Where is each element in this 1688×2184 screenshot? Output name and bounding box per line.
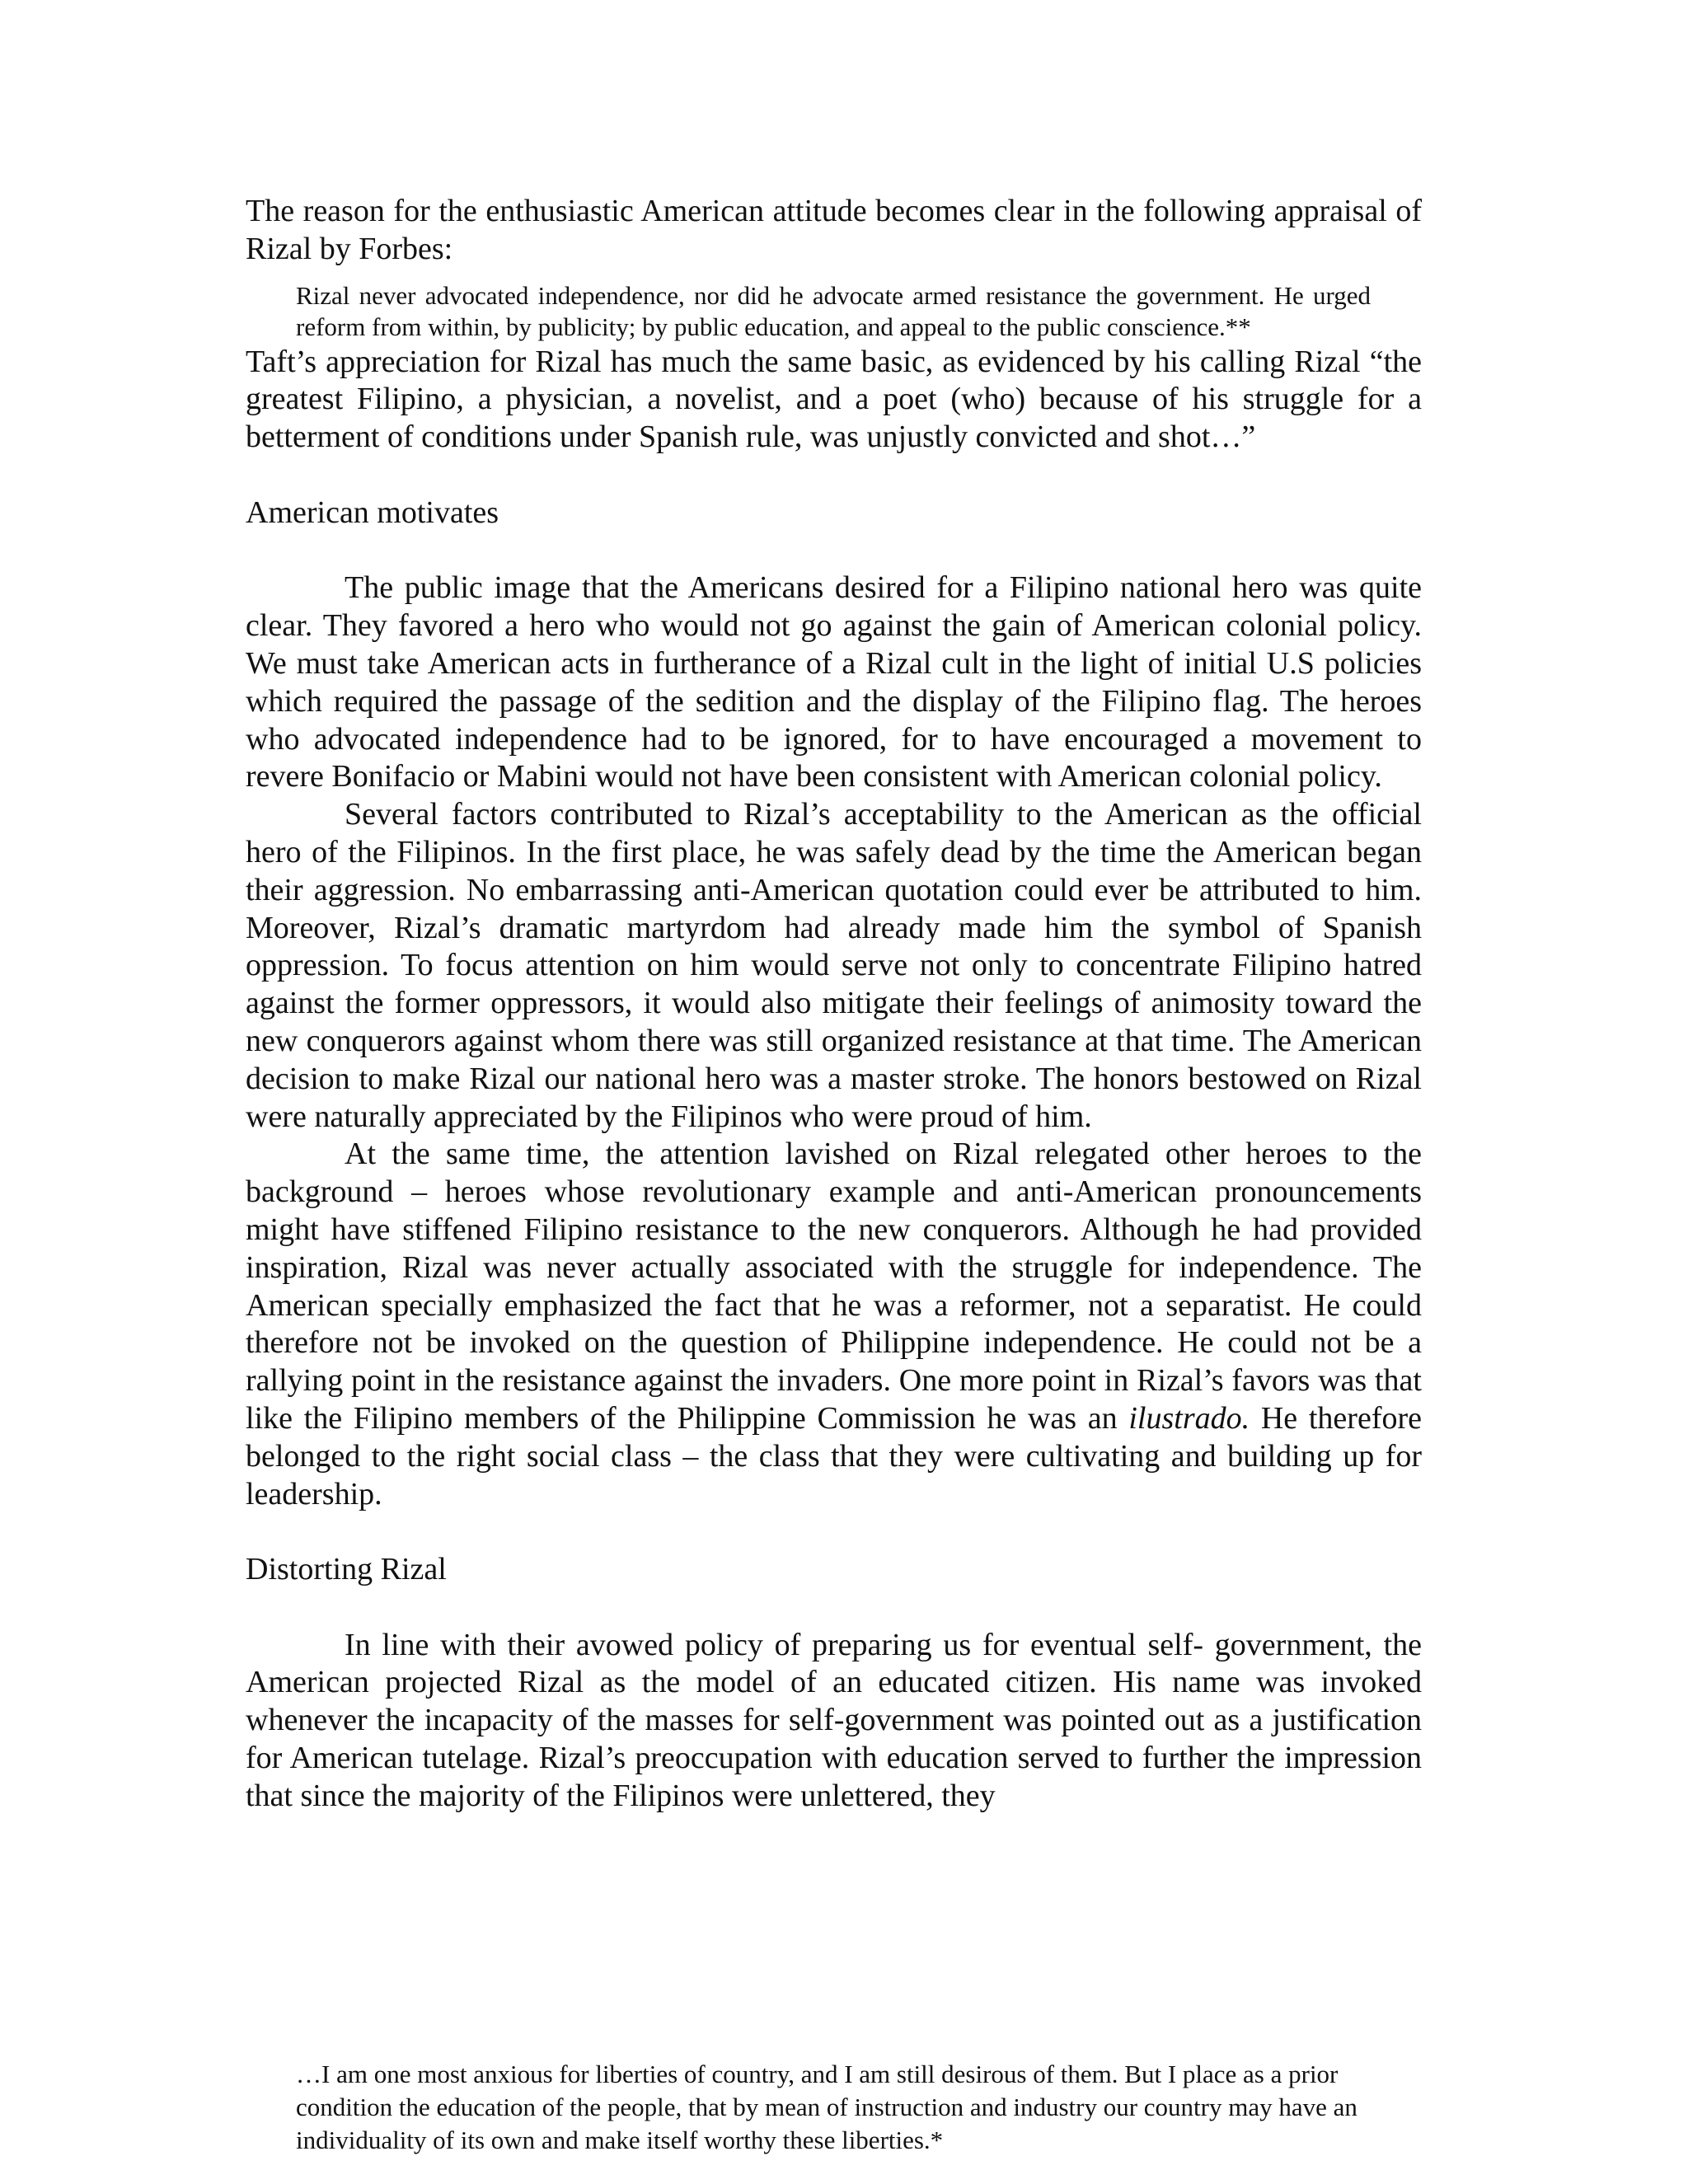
italic-term-ilustrado: ilustrado. <box>1128 1400 1250 1436</box>
section2-paragraph-1: In line with their avowed policy of preparing us for eventual self- government, the American projected Rizal as the model of an educated citizen. His name was invoked whenever the incapacity of the masses for self-government was pointed out as a justification for American tutelage. Rizal’s preoccupation with education served to further the impression that since the majority of the Filipinos were unlettered, they <box>246 1627 1422 1813</box>
paragraph-gap <box>246 1513 1422 1551</box>
main-text-block <box>246 193 1422 1816</box>
section1-p3-text-start: At the same time, the attention lavished on Rizal relegated other heroes to the background – heroes whose revolutionary example and anti-American pronouncements might have stiffened Filipino resistance to the new conquerors. Although he had provided inspiration, Rizal was never actually associated with the struggle for independence. The American specially emphasized the fact that he was a reformer, not a separatist. He could therefore not be invoked on the question of Philippine independence. He could not be a rallying point in the resistance against the invaders. One more point in Rizal’s favors was that like the Filipino members of the Philippine Commission he was an <box>246 1137 1422 1436</box>
section-heading-distorting-rizal: Distorting Rizal <box>246 1552 447 1587</box>
section1-paragraph-1: The public image that the Americans desired for a Filipino national hero was quite clear. They favored a hero who would not go against the gain of American colonial policy. We must take American acts in furtherance of a Rizal cult in the light of initial U.S policies which required the passage of the sedition and the display of the Filipino flag. The heroes who advocated independence had to be ignored, for to have encouraged a movement to revere Bonifacio or Mabini would not have been consistent with American colonial policy. <box>246 570 1422 794</box>
forbes-quote: Rizal never advocated independence, nor did he advocate armed resistance the government. He urged reform from within, by publicity; by public education, and appeal to the public conscience.** <box>296 280 1371 342</box>
intro-paragraph: The reason for the enthusiastic American attitude becomes clear in the following appraisal of Rizal by Forbes: <box>246 194 1422 266</box>
paragraph-gap <box>246 1589 1422 1627</box>
section1-paragraph-2: Several factors contributed to Rizal’s acceptability to the American as the official hero of the Filipinos. In the first place, he was safely dead by the time the American began their aggression. No embarrassing anti-American quotation could ever be attributed to him. Moreover, Rizal’s dramatic martyrdom had already made him the symbol of Spanish oppression. To focus attention on him would serve not only to concentrate Filipino hatred against the former oppressors, it would also mitigate their feelings of animosity toward the new conquerors against whom there was still organized resistance at that time. The American decision to make Rizal our national hero was a master stroke. The honors bestowed on Rizal were naturally appreciated by the Filipinos who were proud of him. <box>246 797 1422 1134</box>
footnote-quote: …I am one most anxious for liberties of country, and I am still desirous of them. But I place as a prior condition the education of the people, that by mean of instruction and industry our country may have an individuality of its own and make itself worthy these liberties.* <box>296 2060 1357 2154</box>
section1-paragraph-3 <box>246 1136 1422 1513</box>
paragraph-gap <box>246 457 1422 494</box>
section1-p3-text-end: He therefore belonged to the right social class – the class that they were cultivating and building up for leadership. <box>246 1400 1422 1511</box>
paragraph-gap <box>246 532 1422 570</box>
section-heading-american-motivates: American motivates <box>246 494 499 530</box>
taft-paragraph: Taft’s appreciation for Rizal has much the same basic, as evidenced by his calling Rizal “the greatest Filipino, a physician, a novelist, and a poet (who) because of his struggle for a betterment of conditions under Spanish rule, was unjustly convicted and shot…” <box>246 344 1422 455</box>
